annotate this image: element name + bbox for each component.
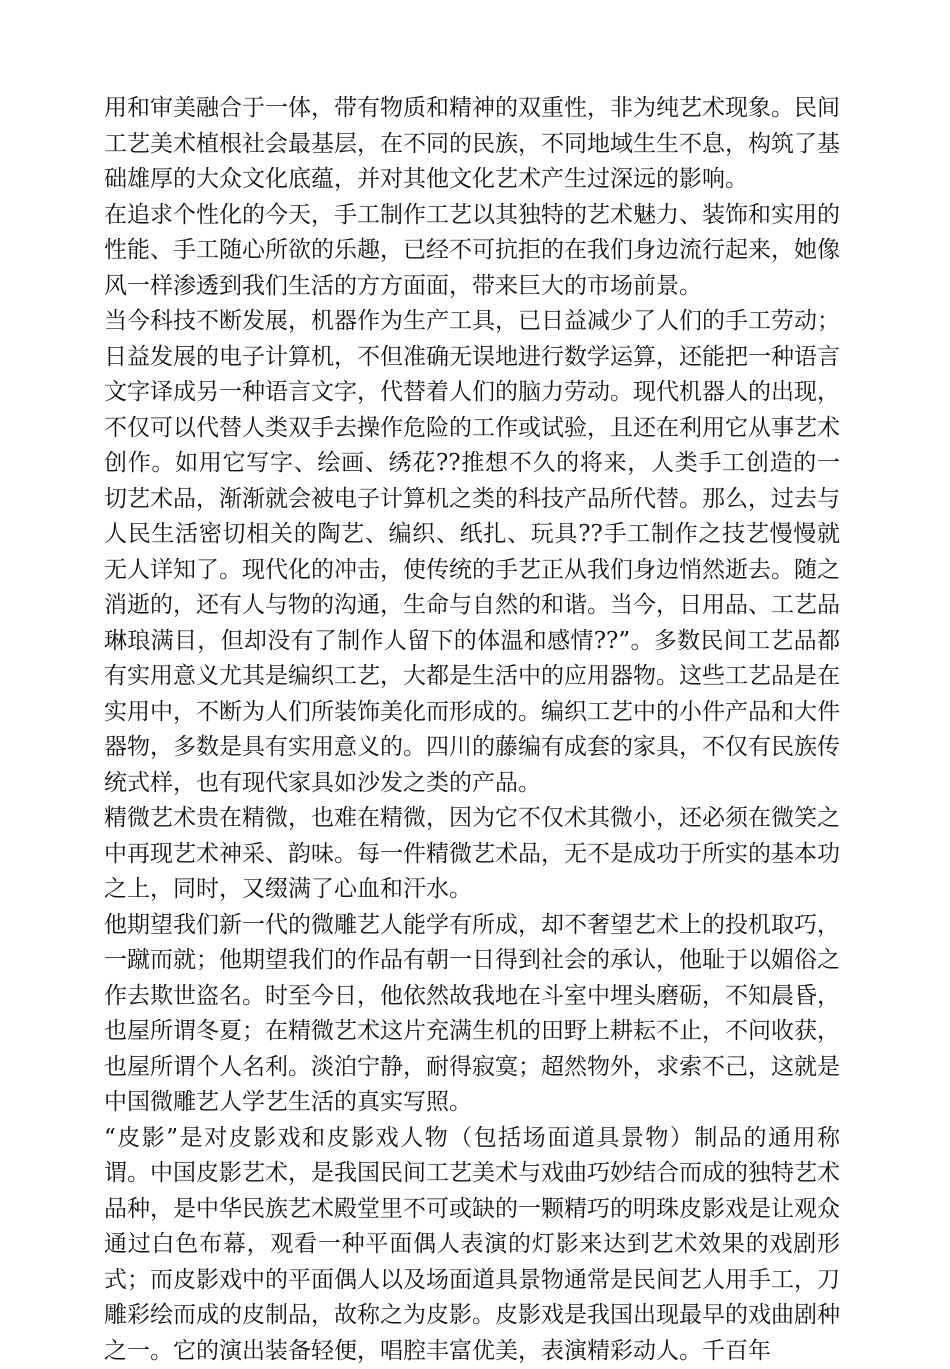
- paragraph-handcraft-trend: 在追求个性化的今天，手工制作工艺以其独特的艺术魅力、装饰和实用的性能、手工随心所欲的乐趣，已经不可抗拒的在我们身边流行起来，她像风一样渗透到我们生活的方方面面，带来巨大的市场前景。: [104, 198, 840, 305]
- paragraph-micro-art: 精微艺术贵在精微，也难在精微，因为它不仅术其微小，还必须在微笑之中再现艺术神采、韵味。每一件精微艺术品，无不是成功于所实的基本功之上，同时，又缀满了心血和汗水。: [104, 801, 840, 908]
- paragraph-folk-art-origins: 用和审美融合于一体，带有物质和精神的双重性，非为纯艺术现象。民间工艺美术植根社会最基层，在不同的民族，不同地域生生不息，构筑了基础雄厚的大众文化底蕴，并对其他文化艺术产生过深远的影响。: [104, 91, 840, 198]
- paragraph-shadow-puppetry: “皮影”是对皮影戏和皮影戏人物（包括场面道具景物）制品的通用称谓。中国皮影艺术，是我国民间工艺美术与戏曲巧妙结合而成的独特艺术品种，是中华民族艺术殿堂里不可或缺的一颗精巧的明珠皮影戏是让观众通过白色布幕，观看一种平面偶人表演的灯影来达到艺术效果的戏剧形式；而皮影戏中的平面偶人以及场面道具景物通常是民间艺人用手工，刀雕彩绘而成的皮制品，故称之为皮影。皮影戏是我国出现最早的戏曲剧种之一。它的演出装备轻便，唱腔丰富优美，表演精彩动人。千百年: [104, 1121, 840, 1369]
- paragraph-micro-carving-artist: 他期望我们新一代的微雕艺人能学有所成，却不奢望艺术上的投机取巧，一蹴而就；他期望我们的作品有朝一日得到社会的承认，他耻于以媚俗之作去欺世盗名。时至今日，他依然故我地在斗室中埋头磨砺，不知晨昏，也屋所谓冬夏；在精微艺术这片充满生机的田野上耕耘不止，不问收获，也屋所谓个人名利。淡泊宁静，耐得寂寞；超然物外，求索不己，这就是中国微雕艺人学艺生活的真实写照。: [104, 908, 840, 1121]
- document-page: [104, 91, 840, 1369]
- paragraph-technology-impact: 当今科技不断发展，机器作为生产工具，已日益减少了人们的手工劳动；日益发展的电子计算机，不但准确无误地进行数学运算，还能把一种语言文字译成另一种语言文字，代替着人们的脑力劳动。现代机器人的出现，不仅可以代替人类双手去操作危险的工作或试验，且还在利用它从事艺术创作。如用它写字、绘画、绣花??推想不久的将来，人类手工创造的一切艺术品，渐渐就会被电子计算机之类的科技产品所代替。那么，过去与人民生活密切相关的陶艺、编织、纸扎、玩具??手工制作之技艺慢慢就无人详知了。现代化的冲击，使传统的手艺正从我们身边悄然逝去。随之消逝的，还有人与物的沟通，生命与自然的和谐。当今，日用品、工艺品琳琅满目，但却没有了制作人留下的体温和感情??”。多数民间工艺品都有实用意义尤其是编织工艺，大都是生活中的应用器物。这些工艺品是在实用中，不断为人们所装饰美化而形成的。编织工艺中的小件产品和大件器物，多数是具有实用意义的。四川的藤编有成套的家具，不仅有民族传统式样，也有现代家具如沙发之类的产品。: [104, 304, 840, 801]
